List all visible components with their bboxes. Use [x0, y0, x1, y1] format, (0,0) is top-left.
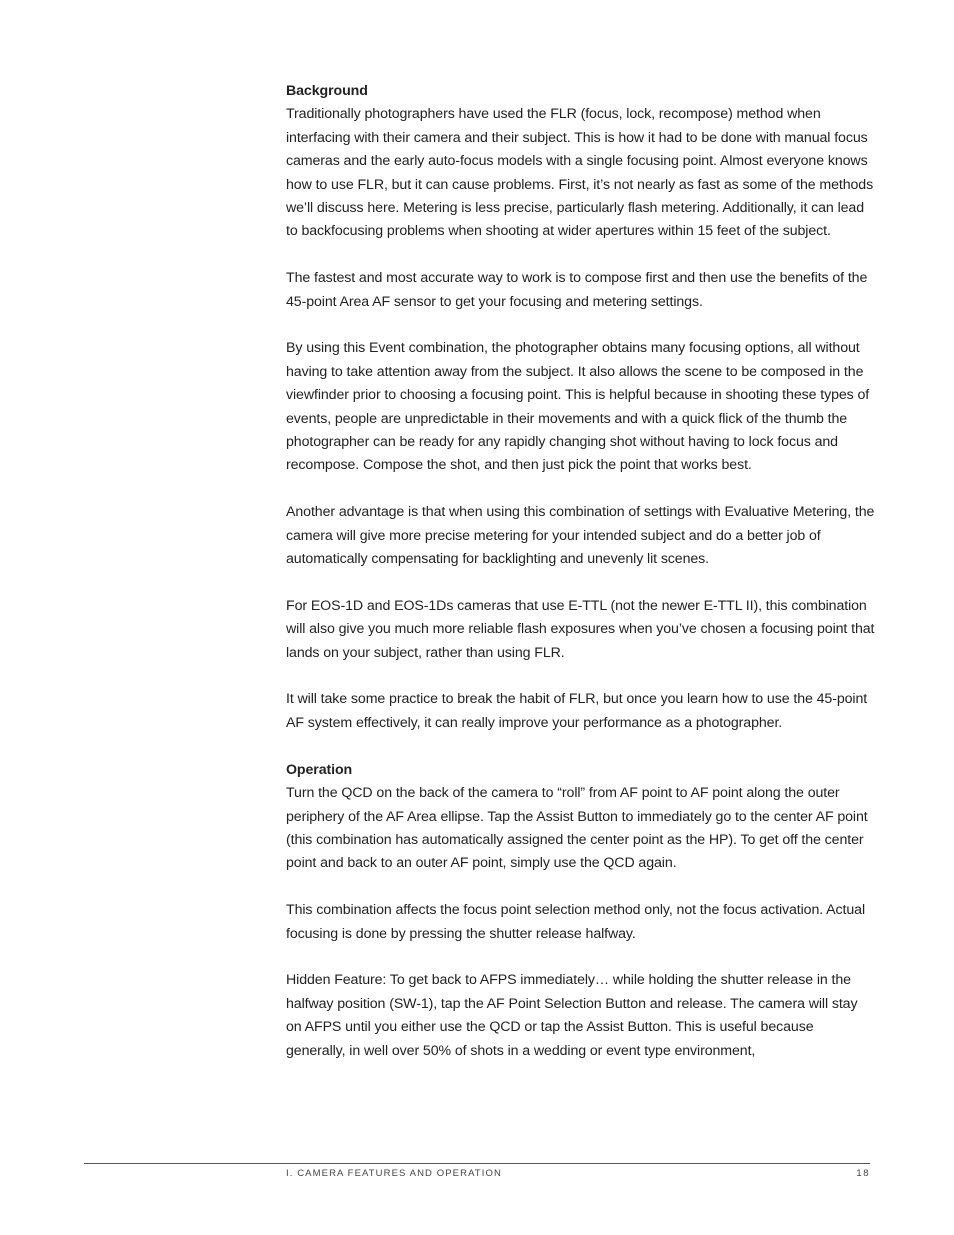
footer-page-number: 18 — [856, 1168, 870, 1179]
section-heading: Background — [286, 83, 368, 99]
section-background — [286, 80, 876, 735]
paragraph: Turn the QCD on the back of the camera to “roll” from AF point to AF point along the outer periphery of the AF Area ellipse. Tap the Assist Button to immediately go to the center AF point (this combination has automatically assigned the center point as the HP). To get off the center point and back to an outer AF point, simply use the QCD again. — [286, 785, 868, 872]
paragraph: This combination affects the focus point selection method only, not the focus activation. Actual focusing is done by pressing the shutter release halfway. — [286, 902, 865, 942]
section-operation — [286, 759, 876, 1063]
section-heading: Operation — [286, 761, 353, 778]
paragraph: Traditionally photographers have used the FLR (focus, lock, recompose) method when interfacing with their camera and their subject. This is how it had to be done with manual focus cameras and the early auto-focus models with a single focusing point. Almost everyone knows how to use FLR, but it can cause problems. First, it’s not nearly as fast as some of the methods we’ll discuss here. Metering is less precise, particularly flash metering. Additionally, it can lead to backfocusing problems when shooting at wider apertures within 15 feet of the subject. — [286, 106, 874, 240]
footer-chapter-title: I. CAMERA FEATURES AND OPERATION — [286, 1168, 502, 1179]
paragraph: The fastest and most accurate way to work is to compose first and then use the benefits of the 45-point Area AF sensor to get your focusing and metering settings. — [286, 270, 868, 310]
paragraph: Hidden Feature: To get back to AFPS immediately… while holding the shutter release in the halfway position (SW-1), tap the AF Point Selection Button and release. The camera will stay on AFPS until you either use the QCD or tap the Assist Button. This is useful because generally, in well over 50% of shots in a wedding or event type environment, — [286, 972, 858, 1059]
paragraph: By using this Event combination, the photographer obtains many focusing options, all without having to take attention away from the subject. It also allows the scene to be composed in the viewfinder prior to choosing a focusing point. This is helpful because in shooting these types of events, people are unpredictable in their movements and with a quick flick of the thumb the photographer can be ready for any rapidly changing shot without having to lock focus and recompose. Compose the shot, and then just pick the point that works best. — [286, 340, 870, 474]
paragraph: Another advantage is that when using this combination of settings with Evaluative Metering, the camera will give more precise metering for your intended subject and do a better job of automatically compensating for backlighting and unevenly lit scenes. — [286, 504, 875, 568]
footer-divider — [84, 1163, 870, 1164]
document-body — [286, 80, 876, 1086]
paragraph: It will take some practice to break the habit of FLR, but once you learn how to use the 45-point AF system effectively, it can really improve your performance as a photographer. — [286, 691, 868, 731]
paragraph: For EOS-1D and EOS-1Ds cameras that use E-TTL (not the newer E-TTL II), this combination will also give you much more reliable flash exposures when you’ve chosen a focusing point that lands on your subject, rather than using FLR. — [286, 597, 875, 661]
